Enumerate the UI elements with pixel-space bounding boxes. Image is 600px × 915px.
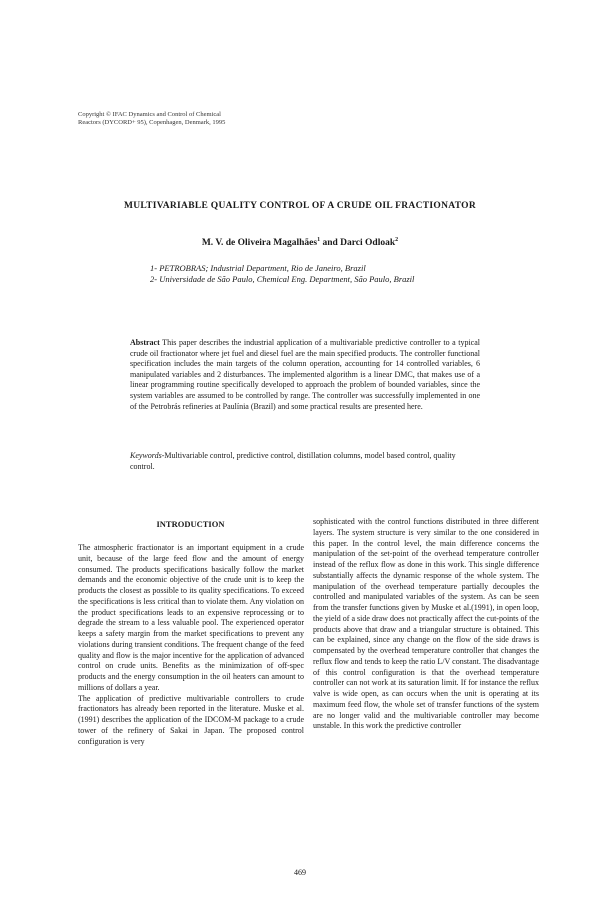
author-name: Darci Odloak <box>340 238 396 249</box>
copyright-line: Reactors (DYCORD+ 95), Copenhagen, Denmark, 1995 <box>78 119 226 126</box>
keywords-label: Keywords <box>130 451 162 460</box>
body-paragraph: The application of predictive multivariable controllers to crude fractionators has already been reported in the literature. Muske et al.(1991) describes the application of the IDCOM-M package to a crude tower of the refinery of Sakai in Japan. The proposed control configuration is very <box>78 693 304 746</box>
author-conjunction: and <box>320 238 341 249</box>
body-paragraph: The atmospheric fractionator is an important equipment in a crude unit, because of the large feed flow and the amount of energy consumed. The products specifications basically follow the market demands and the economic objective of the crude unit is to keep the products the closest as possible to its quality specifications. To exceed the specifications is less critical than to violate them. Any violation on the product specifications leads to an expensive reprocessing or to degrade the stream to a less valuable pool. The experienced operator keeps a safety margin from the market specifications to prevent any violations during transient conditions. The frequent change of the feed quality and flow is the major incentive for the application of advanced control on crude units. Benefits as the minimization of off-spec products and the energy consumption in the oil heaters can amount to millions of dollars a year. <box>78 543 304 692</box>
affiliations <box>150 263 530 285</box>
section-heading: INTRODUCTION <box>156 519 225 529</box>
abstract-text: This paper describes the industrial application of a multivariable predictive controller to a typical crude oil fractionator where jet fuel and diesel fuel are the main specified products. The controller functional specification includes the main targets of the column operation, accounting for 14 controlled variables, 6 manipulated variables and 2 disturbances. The implemented algorithm is a linear DMC, that makes use of a linear programming routine specifically developed to approach the problem of bounded variables, since the system variables are assumed to be controlled by range. The controller was successfully implemented in one of the Petrobrás refineries at Paulínia (Brazil) and some practical results are presented here. <box>130 338 480 411</box>
affiliation-line: 1- PETROBRAS; Industrial Department, Rio de Janeiro, Brazil <box>150 263 366 273</box>
affiliation-line: 2- Universidade de São Paulo, Chemical Eng. Department, São Paulo, Brazil <box>150 274 415 284</box>
abstract <box>130 338 480 412</box>
keywords <box>130 451 480 472</box>
body-column-right <box>313 517 539 732</box>
author-affiliation-mark: 1 <box>317 237 321 243</box>
keywords-text: -Multivariable control, predictive control, distillation columns, model based control, quality control. <box>130 451 456 471</box>
body-column-left <box>78 543 304 747</box>
author-affiliation-mark: 2 <box>395 237 399 243</box>
page-number: 469 <box>294 868 306 877</box>
author-line <box>0 237 600 248</box>
copyright-line: Copyright © IFAC Dynamics and Control of Chemical <box>78 111 221 118</box>
abstract-label: Abstract <box>130 338 160 347</box>
author-name: M. V. de Oliveira Magalhães <box>201 238 318 249</box>
copyright-notice <box>78 111 318 127</box>
paper-title: MULTIVARIABLE QUALITY CONTROL OF A CRUDE OIL FRACTIONATOR <box>123 201 477 211</box>
body-paragraph: sophisticated with the control functions distributed in three different layers. The system structure is very similar to the one considered in this paper. In the control level, the main difference concerns the manipulation of the set-point of the overhead temperature controller instead of the reflux flow as done in this work. This single difference substantially affects the dynamic response of the whole system. The manipulation of the overhead temperature partially decouples the controlled and manipulated variables of the system. As can be seen from the transfer functions given by Muske et al.(1991), in open loop, the yield of a side draw does not practically affect the cut-points of the products above that draw and a triangular structure is obtained. This can be explained, since any change on the flow of the side draws is compensated by the overhead temperature controller that changes the reflux flow and tends to keep the ratio L/V constant. The disadvantage of this control configuration is that the overhead temperature controller can not work at its saturation limit. If for instance the reflux valve is wide open, as can occurs when the unit is operating at its maximum feed flow, the whole set of transfer functions of the system are no longer valid and the multivariable controller may become unstable. In this work the predictive controller <box>313 517 539 731</box>
